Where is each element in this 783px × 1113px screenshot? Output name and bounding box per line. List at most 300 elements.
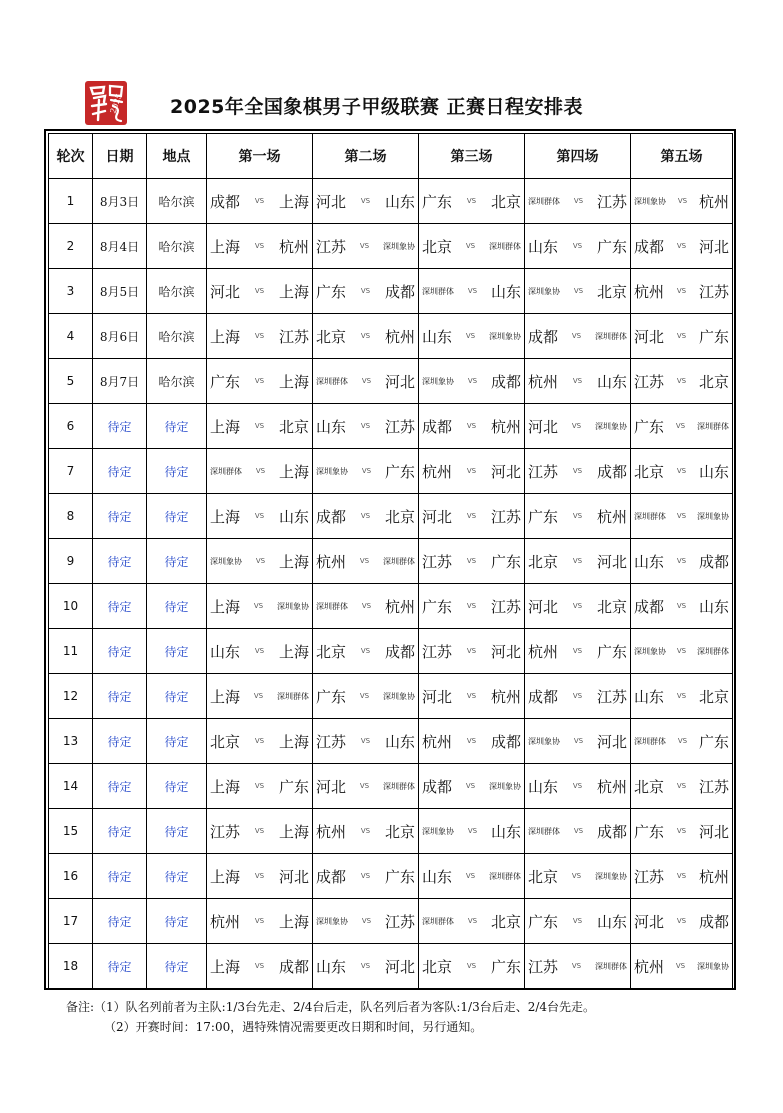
match-cell [207, 944, 313, 989]
home-team: 北京 [422, 237, 453, 256]
table-row [49, 854, 733, 899]
away-team: 深圳象协 [277, 601, 309, 611]
match-cell [313, 719, 419, 764]
away-team: 山东 [596, 912, 627, 931]
header-match-2: 第二场 [313, 134, 419, 179]
home-team: 北京 [634, 777, 665, 796]
away-team: 江苏 [490, 507, 521, 526]
home-team: 上海 [210, 417, 241, 436]
match-cell [207, 494, 313, 539]
away-team: 深圳群体 [595, 961, 627, 971]
home-team: 深圳象协 [634, 646, 666, 656]
header-row [49, 134, 733, 179]
home-team: 杭州 [316, 552, 347, 571]
vs-label: VS [677, 737, 688, 745]
away-team: 北京 [384, 822, 415, 841]
away-team: 深圳象协 [595, 871, 627, 881]
home-team: 深圳群体 [634, 736, 666, 746]
away-team: 深圳群体 [489, 241, 521, 251]
away-team: 成都 [490, 732, 521, 751]
home-team: 山东 [528, 237, 559, 256]
table-row [49, 179, 733, 224]
vs-label: VS [360, 332, 371, 340]
away-team: 北京 [384, 507, 415, 526]
date-cell: 待定 [93, 674, 147, 719]
vs-label: VS [360, 512, 371, 520]
home-team: 广东 [634, 822, 665, 841]
vs-label: VS [467, 377, 478, 385]
vs-label: VS [361, 602, 372, 610]
away-team: 江苏 [698, 282, 729, 301]
away-team: 深圳象协 [383, 691, 415, 701]
vs-label: VS [360, 197, 371, 205]
away-team: 江苏 [698, 777, 729, 796]
away-team: 河北 [596, 552, 627, 571]
vs-label: VS [253, 692, 264, 700]
match-cell [525, 179, 631, 224]
home-team: 上海 [210, 237, 241, 256]
away-team: 山东 [490, 282, 521, 301]
away-team: 北京 [490, 192, 521, 211]
vs-label: VS [467, 287, 478, 295]
match-cell [313, 809, 419, 854]
vs-label: VS [573, 737, 584, 745]
match-cell [313, 944, 419, 989]
table-row [49, 314, 733, 359]
vs-label: VS [465, 242, 476, 250]
home-team: 北京 [210, 732, 241, 751]
away-team: 杭州 [490, 417, 521, 436]
match-cell [525, 584, 631, 629]
vs-label: VS [466, 692, 477, 700]
home-team: 深圳象协 [422, 826, 454, 836]
place-cell: 待定 [147, 854, 207, 899]
vs-label: VS [254, 332, 265, 340]
away-team: 上海 [278, 282, 309, 301]
date-cell: 待定 [93, 449, 147, 494]
match-cell [525, 899, 631, 944]
home-team: 杭州 [528, 642, 559, 661]
home-team: 上海 [210, 957, 241, 976]
match-cell [525, 539, 631, 584]
away-team: 河北 [384, 957, 415, 976]
match-cell [313, 179, 419, 224]
match-cell [525, 449, 631, 494]
away-team: 深圳群体 [697, 421, 729, 431]
vs-label: VS [572, 647, 583, 655]
table-row [49, 449, 733, 494]
away-team: 河北 [278, 867, 309, 886]
vs-label: VS [466, 647, 477, 655]
vs-label: VS [360, 647, 371, 655]
place-cell: 待定 [147, 584, 207, 629]
vs-label: VS [572, 557, 583, 565]
home-team: 杭州 [634, 282, 665, 301]
vs-label: VS [573, 287, 584, 295]
match-cell [419, 359, 525, 404]
away-team: 成都 [490, 372, 521, 391]
header-date: 日期 [93, 134, 147, 179]
away-team: 上海 [278, 732, 309, 751]
away-team: 江苏 [278, 327, 309, 346]
home-team: 江苏 [528, 957, 559, 976]
match-cell [419, 719, 525, 764]
home-team: 北京 [634, 462, 665, 481]
home-team: 江苏 [316, 732, 347, 751]
vs-label: VS [571, 962, 582, 970]
home-team: 山东 [210, 642, 241, 661]
away-team: 成都 [384, 642, 415, 661]
vs-label: VS [360, 287, 371, 295]
away-team: 山东 [278, 507, 309, 526]
match-cell [207, 179, 313, 224]
away-team: 北京 [596, 597, 627, 616]
match-cell [419, 854, 525, 899]
match-cell [419, 494, 525, 539]
away-team: 上海 [278, 372, 309, 391]
away-team: 深圳象协 [383, 241, 415, 251]
home-team: 成都 [634, 237, 665, 256]
place-cell: 哈尔滨 [147, 314, 207, 359]
home-team: 北京 [316, 327, 347, 346]
vs-label: VS [254, 647, 265, 655]
away-team: 山东 [698, 462, 729, 481]
vs-label: VS [360, 422, 371, 430]
match-cell [525, 359, 631, 404]
away-team: 广东 [490, 957, 521, 976]
away-team: 河北 [698, 237, 729, 256]
home-team: 广东 [422, 597, 453, 616]
place-cell: 待定 [147, 764, 207, 809]
away-team: 成都 [698, 552, 729, 571]
table-row [49, 764, 733, 809]
date-cell: 8月7日 [93, 359, 147, 404]
home-team: 河北 [528, 597, 559, 616]
match-cell [525, 494, 631, 539]
match-cell [525, 719, 631, 764]
away-team: 深圳象协 [696, 511, 729, 521]
away-team: 河北 [698, 822, 729, 841]
date-cell: 8月5日 [93, 269, 147, 314]
home-team: 河北 [316, 777, 347, 796]
home-team: 北京 [316, 642, 347, 661]
match-cell [207, 584, 313, 629]
away-team: 杭州 [596, 507, 627, 526]
vs-label: VS [254, 782, 265, 790]
vs-label: VS [466, 602, 477, 610]
vs-label: VS [254, 917, 265, 925]
table-row [49, 269, 733, 314]
home-team: 广东 [634, 417, 665, 436]
away-team: 山东 [490, 822, 521, 841]
home-team: 河北 [528, 417, 559, 436]
home-team: 深圳象协 [316, 916, 348, 926]
match-cell [207, 719, 313, 764]
round-cell: 1 [49, 179, 93, 224]
table-row [49, 224, 733, 269]
place-cell: 哈尔滨 [147, 269, 207, 314]
seal-logo [84, 80, 128, 126]
vs-label: VS [254, 422, 265, 430]
away-team: 成都 [596, 462, 627, 481]
vs-label: VS [572, 692, 583, 700]
home-team: 河北 [634, 912, 665, 931]
home-team: 山东 [634, 687, 665, 706]
date-cell: 待定 [93, 899, 147, 944]
home-team: 河北 [422, 507, 453, 526]
home-team: 深圳群体 [316, 376, 348, 386]
home-team: 深圳群体 [528, 196, 560, 206]
vs-label: VS [676, 917, 687, 925]
away-team: 深圳象协 [697, 961, 729, 971]
match-cell [313, 584, 419, 629]
vs-label: VS [360, 872, 371, 880]
match-cell [419, 449, 525, 494]
date-cell: 待定 [93, 854, 147, 899]
vs-label: VS [676, 377, 687, 385]
home-team: 河北 [634, 327, 665, 346]
vs-label: VS [254, 197, 265, 205]
vs-label: VS [676, 287, 687, 295]
match-cell [419, 809, 525, 854]
away-team: 上海 [278, 192, 309, 211]
home-team: 成都 [316, 507, 347, 526]
home-team: 上海 [210, 327, 241, 346]
away-team: 上海 [278, 822, 309, 841]
match-cell [313, 404, 419, 449]
away-team: 杭州 [698, 192, 729, 211]
home-team: 上海 [210, 507, 241, 526]
vs-label: VS [676, 692, 687, 700]
table-row [49, 809, 733, 854]
vs-label: VS [676, 782, 687, 790]
vs-label: VS [466, 512, 477, 520]
away-team: 广东 [698, 732, 729, 751]
vs-label: VS [677, 197, 688, 205]
home-team: 成都 [422, 417, 453, 436]
vs-label: VS [573, 827, 584, 835]
vs-label: VS [254, 377, 265, 385]
match-cell [525, 764, 631, 809]
vs-label: VS [255, 467, 266, 475]
home-team: 杭州 [316, 822, 347, 841]
header-match-3: 第三场 [419, 134, 525, 179]
home-team: 北京 [528, 867, 559, 886]
match-cell [207, 314, 313, 359]
match-cell [419, 539, 525, 584]
vs-label: VS [254, 242, 265, 250]
header-match-5: 第五场 [631, 134, 733, 179]
home-team: 北京 [528, 552, 559, 571]
match-cell [631, 944, 733, 989]
round-cell: 5 [49, 359, 93, 404]
away-team: 山东 [384, 192, 415, 211]
match-cell [631, 449, 733, 494]
vs-label: VS [466, 467, 477, 475]
match-cell [313, 494, 419, 539]
date-cell: 待定 [93, 494, 147, 539]
vs-label: VS [359, 692, 370, 700]
away-team: 广东 [278, 777, 309, 796]
home-team: 江苏 [634, 867, 665, 886]
away-team: 成都 [698, 912, 729, 931]
date-cell: 待定 [93, 584, 147, 629]
vs-label: VS [572, 917, 583, 925]
home-team: 北京 [422, 957, 453, 976]
round-cell: 17 [49, 899, 93, 944]
header-place: 地点 [147, 134, 207, 179]
vs-label: VS [254, 737, 265, 745]
away-team: 江苏 [596, 192, 627, 211]
note-2: （2）开赛时间：17:00，遇特殊情况需要更改日期和时间，另行通知。 [104, 1020, 483, 1034]
match-cell [525, 404, 631, 449]
away-team: 广东 [384, 867, 415, 886]
place-cell: 待定 [147, 719, 207, 764]
match-cell [419, 179, 525, 224]
vs-label: VS [360, 827, 371, 835]
table-row [49, 629, 733, 674]
svg-text:2025: 2025 [108, 92, 124, 115]
home-team: 江苏 [422, 642, 453, 661]
match-cell [207, 539, 313, 584]
table-row [49, 539, 733, 584]
match-cell [631, 764, 733, 809]
table-row [49, 674, 733, 719]
away-team: 山东 [698, 597, 729, 616]
match-cell [631, 539, 733, 584]
away-team: 深圳群体 [489, 871, 521, 881]
vs-label: VS [466, 422, 477, 430]
vs-label: VS [572, 242, 583, 250]
away-team: 上海 [278, 552, 309, 571]
home-team: 成都 [422, 777, 453, 796]
round-cell: 9 [49, 539, 93, 584]
vs-label: VS [571, 422, 582, 430]
home-team: 深圳象协 [528, 286, 560, 296]
away-team: 杭州 [384, 327, 415, 346]
match-cell [525, 809, 631, 854]
home-team: 广东 [422, 192, 453, 211]
round-cell: 13 [49, 719, 93, 764]
vs-label: VS [254, 827, 265, 835]
away-team: 河北 [596, 732, 627, 751]
vs-label: VS [676, 512, 687, 520]
vs-label: VS [675, 422, 686, 430]
vs-label: VS [676, 467, 687, 475]
home-team: 上海 [210, 777, 241, 796]
match-cell [419, 944, 525, 989]
round-cell: 15 [49, 809, 93, 854]
home-team: 江苏 [528, 462, 559, 481]
home-team: 广东 [210, 372, 241, 391]
home-team: 江苏 [634, 372, 665, 391]
match-cell [419, 404, 525, 449]
vs-label: VS [676, 557, 687, 565]
away-team: 深圳群体 [595, 331, 627, 341]
place-cell: 待定 [147, 494, 207, 539]
header-round: 轮次 [49, 134, 93, 179]
match-cell [313, 899, 419, 944]
away-team: 江苏 [384, 417, 415, 436]
vs-label: VS [361, 467, 372, 475]
round-cell: 10 [49, 584, 93, 629]
home-team: 深圳象协 [528, 736, 560, 746]
home-team: 深圳象协 [422, 376, 454, 386]
home-team: 上海 [210, 597, 241, 616]
away-team: 北京 [698, 687, 729, 706]
match-cell [207, 629, 313, 674]
away-team: 广东 [596, 642, 627, 661]
home-team: 深圳群体 [210, 466, 242, 476]
away-team: 山东 [384, 732, 415, 751]
away-team: 北京 [698, 372, 729, 391]
notes [66, 997, 595, 1037]
vs-label: VS [359, 242, 370, 250]
away-team: 广东 [490, 552, 521, 571]
round-cell: 14 [49, 764, 93, 809]
match-cell [419, 224, 525, 269]
place-cell: 待定 [147, 449, 207, 494]
match-cell [419, 269, 525, 314]
table-row [49, 899, 733, 944]
place-cell: 待定 [147, 404, 207, 449]
home-team: 河北 [422, 687, 453, 706]
home-team: 深圳象协 [316, 466, 348, 476]
match-cell [313, 539, 419, 584]
away-team: 杭州 [278, 237, 309, 256]
vs-label: VS [676, 602, 687, 610]
away-team: 深圳群体 [383, 781, 415, 791]
away-team: 北京 [278, 417, 309, 436]
round-cell: 7 [49, 449, 93, 494]
match-cell [419, 584, 525, 629]
away-team: 杭州 [698, 867, 729, 886]
date-cell: 待定 [93, 944, 147, 989]
vs-label: VS [572, 782, 583, 790]
match-cell [525, 854, 631, 899]
home-team: 河北 [210, 282, 241, 301]
match-cell [525, 944, 631, 989]
date-cell: 待定 [93, 539, 147, 584]
place-cell: 哈尔滨 [147, 179, 207, 224]
date-cell: 8月6日 [93, 314, 147, 359]
place-cell: 待定 [147, 539, 207, 584]
vs-label: VS [571, 332, 582, 340]
match-cell [631, 314, 733, 359]
table-row [49, 584, 733, 629]
vs-label: VS [359, 782, 370, 790]
vs-label: VS [254, 962, 265, 970]
match-cell [207, 899, 313, 944]
away-team: 成都 [278, 957, 309, 976]
table-row [49, 359, 733, 404]
away-team: 杭州 [384, 597, 415, 616]
match-cell [207, 854, 313, 899]
away-team: 成都 [384, 282, 415, 301]
home-team: 成都 [210, 192, 241, 211]
vs-label: VS [359, 557, 370, 565]
match-cell [207, 359, 313, 404]
vs-label: VS [467, 917, 478, 925]
vs-label: VS [676, 242, 687, 250]
date-cell: 8月4日 [93, 224, 147, 269]
vs-label: VS [254, 872, 265, 880]
vs-label: VS [467, 827, 478, 835]
vs-label: VS [253, 602, 264, 610]
away-team: 河北 [490, 462, 521, 481]
table-row [49, 719, 733, 764]
match-cell [207, 674, 313, 719]
